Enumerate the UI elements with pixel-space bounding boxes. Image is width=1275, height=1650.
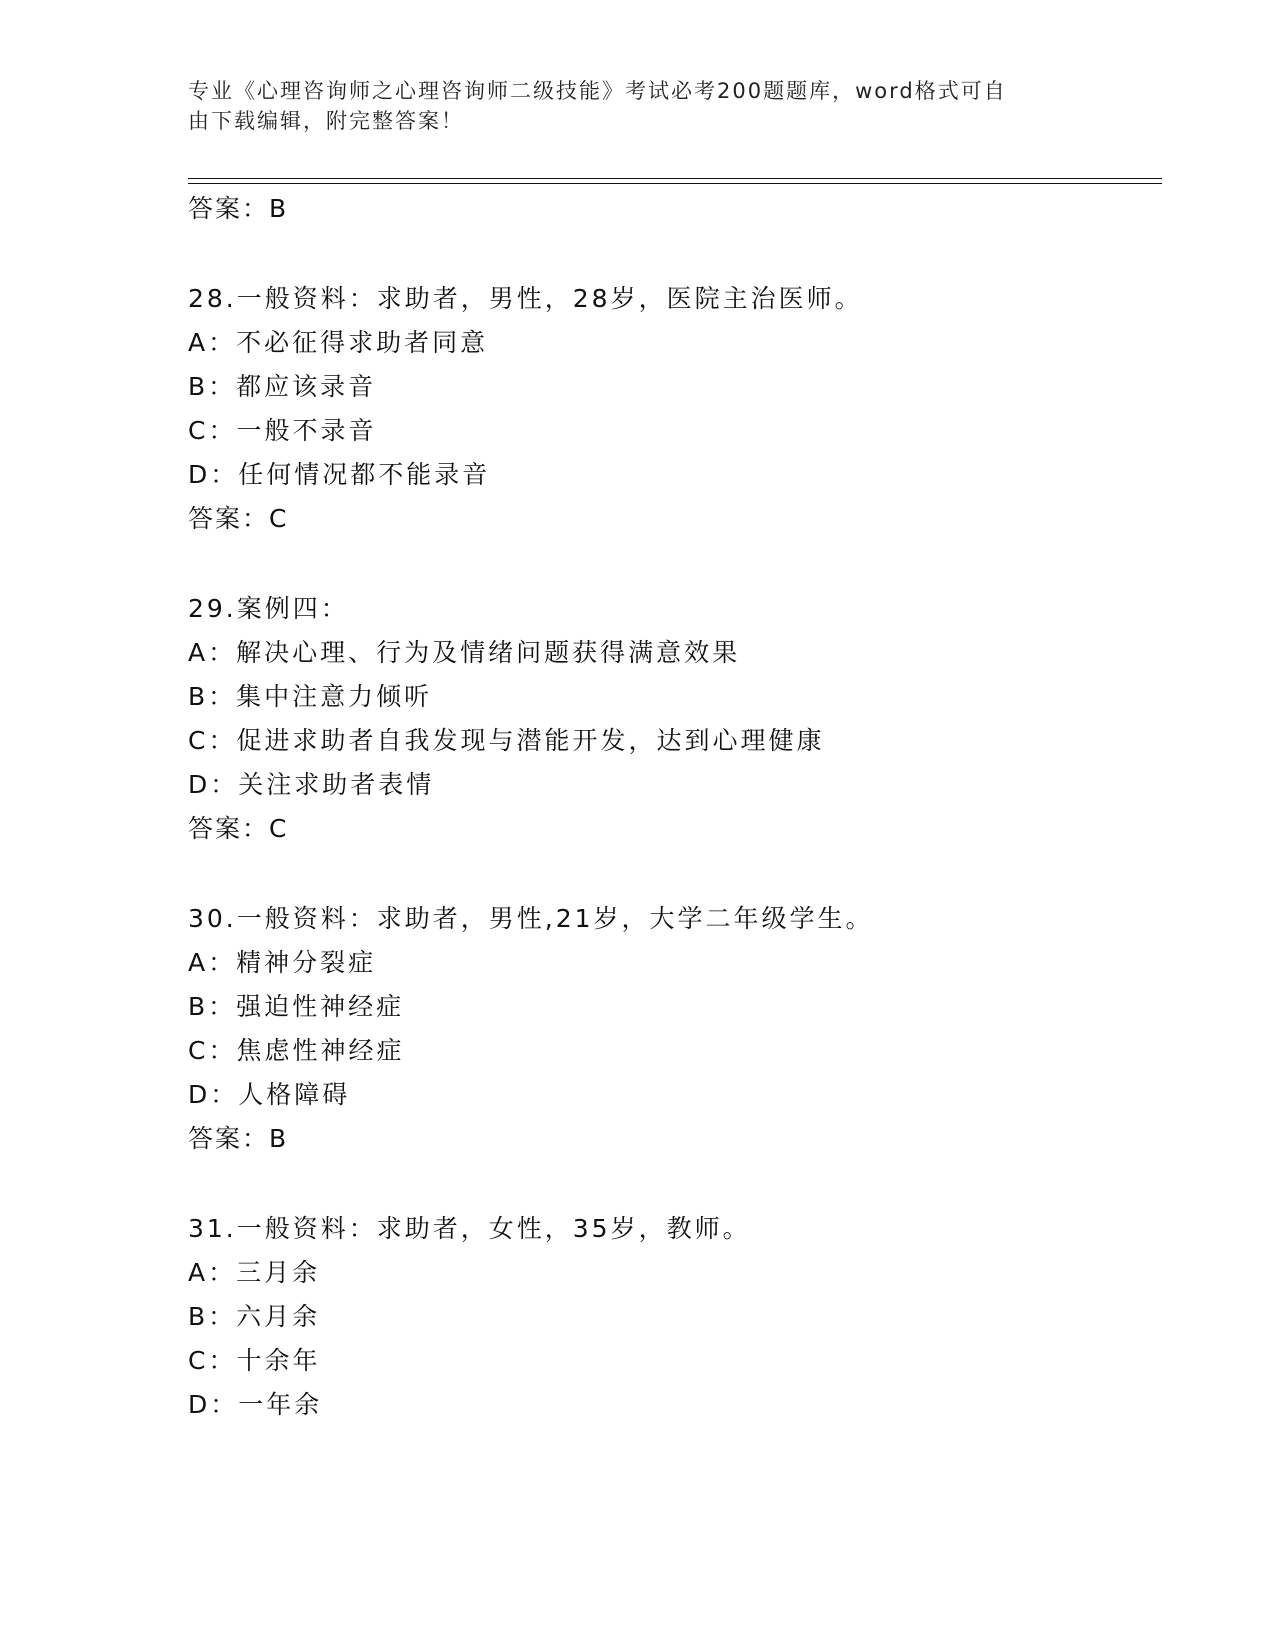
answer-line: 答案：C — [188, 504, 289, 533]
answer-line: 答案：B — [188, 194, 289, 223]
question-stem: 29.案例四： — [188, 594, 349, 623]
option-d: D：人格障碍 — [188, 1080, 351, 1109]
option-b: B：强迫性神经症 — [188, 992, 405, 1021]
question-stem: 28.一般资料：求助者，男性，28岁，医院主治医师。 — [188, 284, 863, 313]
option-a: A：不必征得求助者同意 — [188, 328, 489, 357]
option-a: A：解决心理、行为及情绪问题获得满意效果 — [188, 638, 741, 667]
option-c: C：一般不录音 — [188, 416, 377, 445]
option-d: D：一年余 — [188, 1390, 323, 1419]
option-c: C：十余年 — [188, 1346, 321, 1375]
option-a: A：精神分裂症 — [188, 948, 377, 977]
header-divider-bottom — [188, 183, 1162, 184]
question-stem: 31.一般资料：求助者，女性，35岁，教师。 — [188, 1214, 751, 1243]
header-divider-top — [188, 178, 1162, 179]
option-a: A：三月余 — [188, 1258, 321, 1287]
option-d: D：关注求助者表情 — [188, 770, 435, 799]
option-b: B：集中注意力倾听 — [188, 682, 433, 711]
question-stem: 30.一般资料：求助者，男性,21岁，大学二年级学生。 — [188, 904, 874, 933]
option-d: D：任何情况都不能录音 — [188, 460, 491, 489]
answer-line: 答案：B — [188, 1124, 289, 1153]
document-header — [188, 76, 1068, 136]
header-line-1: 专业《心理咨询师之心理咨询师二级技能》考试必考200题题库，word格式可自 — [188, 79, 1007, 103]
option-c: C：促进求助者自我发现与潜能开发，达到心理健康 — [188, 726, 825, 755]
answer-line: 答案：C — [188, 814, 289, 843]
option-b: B：都应该录音 — [188, 372, 377, 401]
option-c: C：焦虑性神经症 — [188, 1036, 405, 1065]
header-line-2: 由下载编辑，附完整答案！ — [188, 109, 464, 133]
option-b: B：六月余 — [188, 1302, 321, 1331]
